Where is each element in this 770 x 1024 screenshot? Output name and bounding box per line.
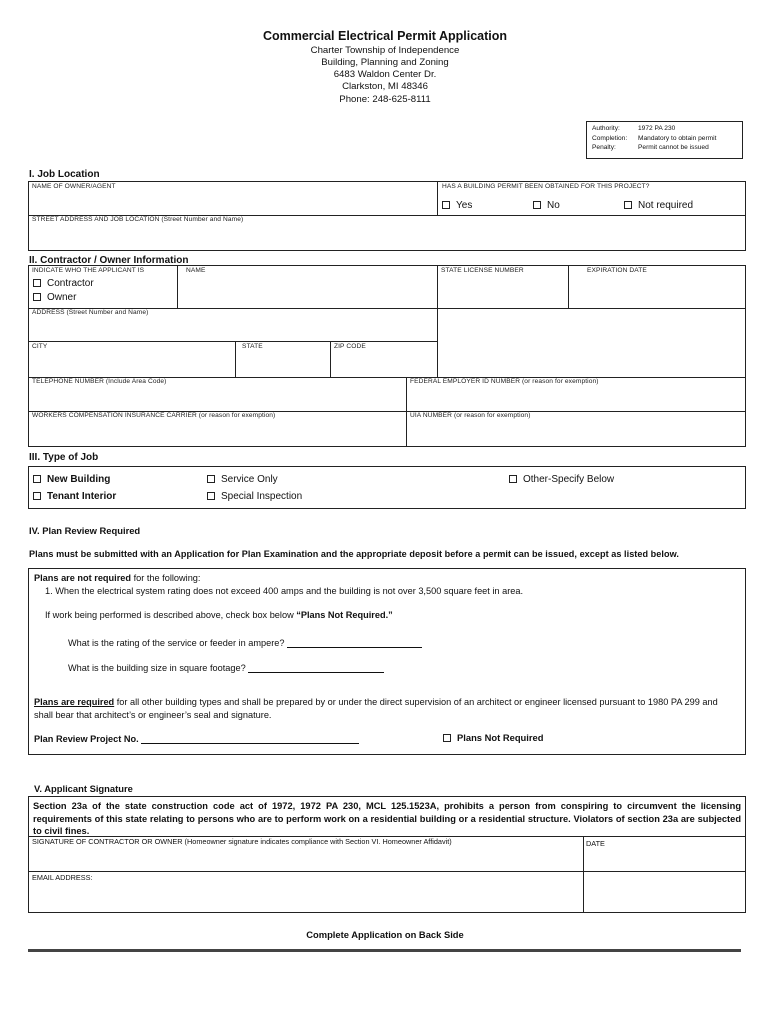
penalty-label: Penalty: xyxy=(592,144,616,151)
check-box-instruction: If work being performed is described above, check box below “Plans Not Required.” xyxy=(45,610,393,620)
checkbox[interactable] xyxy=(624,201,632,209)
service-rating-field[interactable] xyxy=(287,636,422,648)
authority-label: Authority: xyxy=(592,125,620,132)
workers-comp-field[interactable] xyxy=(29,421,405,446)
date-label: DATE xyxy=(586,839,605,848)
workers-comp-label: WORKERS COMPENSATION INSURANCE CARRIER (or reason for exemption) xyxy=(32,412,276,419)
plans-not-required-text: Plans are not required for the following: xyxy=(34,573,201,583)
section-plan-review-heading: IV. Plan Review Required xyxy=(29,525,141,536)
penalty-value: Permit cannot be issued xyxy=(638,144,709,151)
checkbox[interactable] xyxy=(207,475,215,483)
contractor-address-label: ADDRESS (Street Number and Name) xyxy=(32,309,149,316)
permit-not-required-option[interactable]: Not required xyxy=(624,200,693,211)
owner-agent-field[interactable] xyxy=(29,192,436,214)
authority-value: 1972 PA 230 xyxy=(638,125,676,132)
contractor-name-field[interactable] xyxy=(178,276,436,307)
dept-name: Building, Planning and Zoning xyxy=(321,57,449,68)
checkbox[interactable] xyxy=(33,475,41,483)
signature-statement: Section 23a of the state construction code act of 1972, 1972 PA 230, MCL 125.1523A, prohibits a person from conspiring to circumvent the licensing requirements of this state relating to persons who are to perform work on a residential building or a residential structure. Violators of section 23a are subjected to civil fines. xyxy=(33,801,741,836)
job-tenant-interior-option[interactable]: Tenant Interior xyxy=(33,491,116,502)
zip-code-label: ZIP CODE xyxy=(334,343,366,350)
street-address-field[interactable] xyxy=(29,225,745,250)
applicant-owner-option[interactable]: Owner xyxy=(33,292,76,303)
page-title: Commercial Electrical Permit Application xyxy=(262,29,508,43)
job-type-box xyxy=(28,466,746,509)
section-contractor-heading: II. Contractor / Owner Information xyxy=(29,255,189,266)
state-license-label: STATE LICENSE NUMBER xyxy=(441,267,524,274)
owner-agent-label: NAME OF OWNER/AGENT xyxy=(32,183,116,190)
footer-rule xyxy=(28,949,741,952)
building-size-field[interactable] xyxy=(248,661,384,673)
building-size-question: What is the building size in square footage? xyxy=(68,661,384,673)
job-special-inspection-option[interactable]: Special Inspection xyxy=(207,491,302,502)
city-label: CITY xyxy=(32,343,48,350)
completion-value: Mandatory to obtain permit xyxy=(638,135,717,142)
checkbox[interactable] xyxy=(509,475,517,483)
applicant-type-label: INDICATE WHO THE APPLICANT IS xyxy=(32,267,145,274)
telephone-label: TELEPHONE NUMBER (Include Area Code) xyxy=(32,378,167,385)
building-permit-question: HAS A BUILDING PERMIT BEEN OBTAINED FOR THIS PROJECT? xyxy=(442,183,650,190)
org-city: Clarkston, MI 48346 xyxy=(342,81,428,92)
checkbox[interactable] xyxy=(207,492,215,500)
org-address: 6483 Waldon Center Dr. xyxy=(333,69,437,80)
section-job-type-heading: III. Type of Job xyxy=(29,452,99,463)
service-rating-question: What is the rating of the service or feeder in ampere? xyxy=(68,636,422,648)
org-phone: Phone: 248-625-8111 xyxy=(339,94,431,105)
checkbox[interactable] xyxy=(33,279,41,287)
plan-review-project-no-field[interactable] xyxy=(141,732,359,744)
completion-label: Completion: xyxy=(592,135,628,142)
expiration-date-label: EXPIRATION DATE xyxy=(587,267,647,274)
org-name: Charter Township of Independence xyxy=(310,45,460,56)
uia-number-label: UIA NUMBER (or reason for exemption) xyxy=(410,412,531,419)
exemption-item-1: 1. When the electrical system rating does not exceed 400 amps and the building is not over 3,500 square feet in area. xyxy=(45,586,524,596)
checkbox[interactable] xyxy=(442,201,450,209)
plans-not-required-option[interactable]: Plans Not Required xyxy=(443,732,543,743)
state-field[interactable] xyxy=(236,352,329,376)
signature-field[interactable] xyxy=(29,847,582,870)
uia-number-field[interactable] xyxy=(407,421,745,446)
contractor-address-field[interactable] xyxy=(29,318,436,340)
footer-note: Complete Application on Back Side xyxy=(306,929,464,940)
street-address-label: STREET ADDRESS AND JOB LOCATION (Street Number and Name) xyxy=(32,216,244,223)
plan-review-notice: Plans must be submitted with an Application for Plan Examination and the appropriate deposit before a permit can be issued, except as listed below. xyxy=(29,549,679,559)
permit-no-option[interactable]: No xyxy=(533,200,560,211)
expiration-date-field[interactable] xyxy=(569,276,745,307)
applicant-contractor-option[interactable]: Contractor xyxy=(33,278,94,289)
checkbox[interactable] xyxy=(533,201,541,209)
section-signature-heading: V. Applicant Signature xyxy=(34,783,133,794)
checkbox[interactable] xyxy=(443,734,451,742)
plan-review-project-no: Plan Review Project No. xyxy=(34,732,359,744)
job-other-option[interactable]: Other-Specify Below xyxy=(509,474,614,485)
state-license-field[interactable] xyxy=(438,276,567,307)
email-field[interactable] xyxy=(29,882,582,912)
section-job-location-heading: I. Job Location xyxy=(29,169,100,180)
state-label: STATE xyxy=(242,343,263,350)
email-label: EMAIL ADDRESS: xyxy=(32,873,93,882)
fein-field[interactable] xyxy=(407,387,745,410)
checkbox[interactable] xyxy=(33,293,41,301)
telephone-field[interactable] xyxy=(29,387,405,410)
city-field[interactable] xyxy=(29,352,234,376)
date-field[interactable] xyxy=(584,848,745,870)
checkbox[interactable] xyxy=(33,492,41,500)
fein-label: FEDERAL EMPLOYER ID NUMBER (or reason for exemption) xyxy=(410,378,599,385)
signature-label: SIGNATURE OF CONTRACTOR OR OWNER (Homeowner signature indicates compliance with Section VI. Homeowner Affidavit) xyxy=(32,837,452,846)
plans-required-text: Plans are required for all other building types and shall be prepared by or under the direct supervision of an architect or engineer licensed pursuant to 1980 PA 299 and shall bear that architect’s or engineer’s seal and signature. xyxy=(34,697,718,720)
permit-yes-option[interactable]: Yes xyxy=(442,200,472,211)
contractor-name-label: NAME xyxy=(186,267,206,274)
job-service-only-option[interactable]: Service Only xyxy=(207,474,278,485)
job-new-building-option[interactable]: New Building xyxy=(33,474,110,485)
zip-code-field[interactable] xyxy=(331,352,436,376)
